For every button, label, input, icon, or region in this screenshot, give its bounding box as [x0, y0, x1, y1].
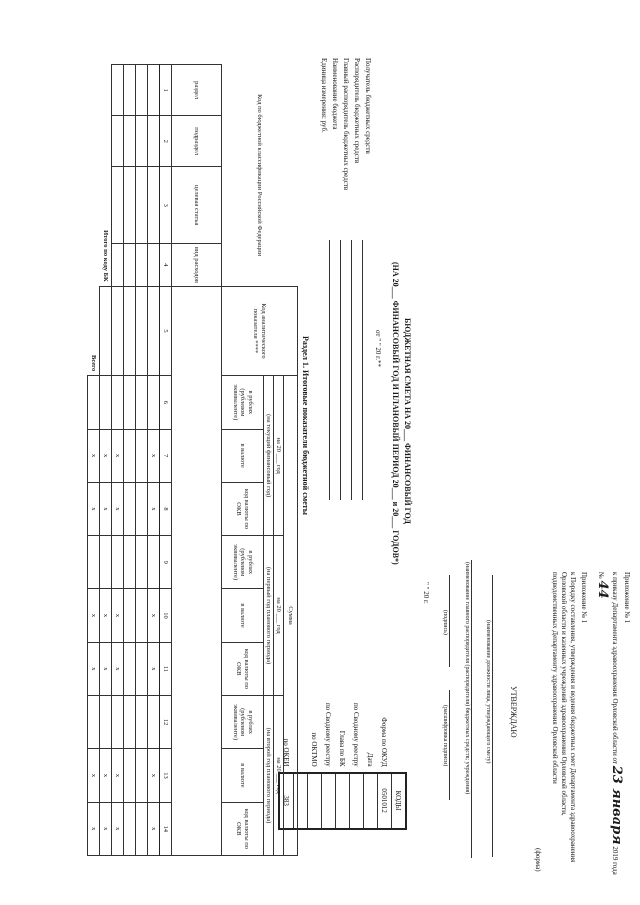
kbk-col-section: раздел [172, 65, 222, 116]
table-cell[interactable] [124, 167, 136, 244]
table-row [148, 65, 160, 856]
table-cell[interactable] [136, 589, 148, 642]
label-budget-name: Наименование бюджета [331, 58, 339, 130]
x-mark: х [112, 749, 124, 802]
period-3-sub: (на второй год планового периода) [264, 696, 274, 856]
table-cell[interactable] [100, 536, 112, 589]
col-rub: в рублях (рублевом эквиваленте) [222, 536, 264, 589]
x-mark: х [148, 589, 160, 642]
x-mark: х [88, 802, 100, 855]
x-mark: х [100, 589, 112, 642]
document-title: БЮДЖЕТНАЯ СМЕТА НА 20___ ФИНАНСОВЫЙ ГОД [403, 318, 412, 524]
position-line [492, 575, 493, 857]
kbk-col-expense-type: вид расходов [172, 244, 222, 287]
col-number: 9 [160, 536, 172, 589]
appendix-2-label: Приложение № 1 [580, 572, 588, 624]
col-number: 4 [160, 244, 172, 287]
table-cell[interactable] [124, 116, 136, 167]
col-currency: в валюте [222, 589, 264, 642]
table-cell[interactable] [100, 696, 112, 749]
table-cell[interactable] [124, 696, 136, 749]
x-mark: х [88, 482, 100, 535]
position-caption: (наименование должности лица, утверждающего смету) [485, 620, 491, 764]
table-cell[interactable] [148, 286, 160, 376]
table-cell[interactable] [88, 376, 100, 429]
x-mark: х [112, 482, 124, 535]
label-recipient: Получатель бюджетных средств [364, 58, 372, 154]
appendix-1-label: Приложение № 1 [623, 572, 631, 624]
codes-label: Глава по БК [338, 730, 347, 767]
col-rub: в рублях (рублевом эквиваленте) [222, 376, 264, 429]
table-cell[interactable] [124, 244, 136, 287]
col-okv: код валюты по ОКВ [222, 642, 264, 695]
col-number: 3 [160, 167, 172, 244]
table-cell[interactable] [88, 696, 100, 749]
appendix-2-text-3: подведомственных Департаменту здравоохранения Орловской области [551, 572, 559, 784]
x-mark: х [148, 802, 160, 855]
codes-header: КОДЫ [392, 773, 407, 829]
total-row [88, 65, 100, 856]
table-cell[interactable] [136, 482, 148, 535]
table-cell[interactable] [136, 802, 148, 855]
sum-group-header: Сумма [284, 376, 298, 856]
section-title: Раздел 1. Итоговые показатели бюджетной сметы [301, 336, 310, 515]
table-cell[interactable] [136, 696, 148, 749]
table-cell[interactable] [148, 116, 160, 167]
col-okv: код валюты по ОКВ [222, 802, 264, 855]
table-cell[interactable] [148, 244, 160, 287]
total-by-code-row [100, 65, 112, 856]
col-number: 14 [160, 802, 172, 855]
x-mark: х [100, 802, 112, 855]
col-number: 12 [160, 696, 172, 749]
table-cell[interactable] [112, 376, 124, 429]
table-cell[interactable] [112, 116, 124, 167]
table-cell[interactable] [124, 589, 136, 642]
label-distributor: Распорядитель бюджетных средств [353, 58, 361, 164]
order-date-handwritten: 23 января [609, 765, 624, 845]
table-cell[interactable] [136, 65, 148, 116]
org-caption: (наименование главного распорядителя (распорядителя) бюджетных средств; учреждения) [464, 562, 470, 795]
x-mark: х [112, 642, 124, 695]
table-row [124, 65, 136, 856]
table-cell[interactable] [112, 536, 124, 589]
name-caption: (расшифровка подписи) [442, 705, 448, 767]
budget-table [87, 64, 298, 856]
approve-date: " " 20 г. [422, 582, 430, 604]
codes-value [350, 773, 364, 829]
label-main-distributor: Главный распорядитель бюджетных средств [342, 58, 350, 191]
x-mark: х [100, 482, 112, 535]
table-cell[interactable] [124, 429, 136, 482]
period-1-header: на 20 ___ год [274, 376, 284, 536]
org-line [471, 560, 472, 858]
col-okv: код валюты по ОКВ [222, 482, 264, 535]
analytic-code-header: Код аналитического показателя **** [222, 286, 298, 376]
table-cell[interactable] [136, 376, 148, 429]
form-label: (форма) [534, 848, 542, 872]
table-cell[interactable] [148, 376, 160, 429]
period-2-header: на 20 ___ год [274, 536, 284, 696]
table-cell[interactable] [124, 286, 136, 376]
col-number: 1 [160, 65, 172, 116]
codes-value [322, 773, 336, 829]
table-cell[interactable] [112, 696, 124, 749]
table-cell[interactable] [136, 116, 148, 167]
period-3-header: на 20 ___ год [274, 696, 284, 856]
table-cell[interactable] [124, 376, 136, 429]
table-cell[interactable] [124, 482, 136, 535]
main-distributor-line [340, 240, 341, 500]
x-mark: х [88, 749, 100, 802]
appendix-2-text-1: к Порядку составления, утверждения и ведения бюджетных смет Департамента здравоохранения [569, 572, 577, 863]
col-number: 13 [160, 749, 172, 802]
document-date: от " " 20 г.** [374, 330, 382, 368]
codes-value: 383 [279, 773, 294, 829]
table-cell[interactable] [136, 286, 148, 376]
table-cell[interactable] [148, 536, 160, 589]
col-number: 6 [160, 376, 172, 429]
codes-value [336, 773, 350, 829]
table-cell[interactable] [112, 286, 124, 376]
table-cell[interactable] [112, 167, 124, 244]
x-mark: х [148, 482, 160, 535]
x-mark: х [88, 589, 100, 642]
x-mark: х [100, 749, 112, 802]
table-cell[interactable] [124, 749, 136, 802]
header-spacer [172, 286, 222, 855]
budget-name-line [329, 240, 330, 500]
x-mark: х [148, 642, 160, 695]
codes-label: Дата [366, 752, 375, 767]
x-mark: х [112, 802, 124, 855]
col-number: 11 [160, 642, 172, 695]
codes-value [364, 773, 378, 829]
order-number-handwritten: 44 [595, 580, 610, 599]
signature-line [449, 575, 450, 667]
table-cell[interactable] [148, 65, 160, 116]
distributor-line [351, 240, 352, 500]
codes-label: по Сводному реестру [324, 703, 333, 767]
table-cell[interactable] [100, 286, 112, 376]
col-number: 5 [160, 286, 172, 376]
table-cell[interactable] [124, 65, 136, 116]
label-unit: Единица измерения: руб. [320, 58, 328, 133]
codes-label: по ОКЕИ [282, 738, 291, 767]
table-cell[interactable] [124, 642, 136, 695]
codes-value [308, 773, 322, 829]
x-mark: х [148, 429, 160, 482]
name-line [449, 690, 450, 800]
order-number: № 44 [595, 572, 610, 599]
col-number: 7 [160, 429, 172, 482]
table-cell[interactable] [136, 536, 148, 589]
table-cell[interactable] [100, 376, 112, 429]
x-mark: х [100, 642, 112, 695]
col-currency: в валюте [222, 749, 264, 802]
col-number: 10 [160, 589, 172, 642]
appendix-2-text-2: Орловской области и казенных учреждений здравоохранения Орловской области, [560, 572, 568, 816]
recipient-line [362, 240, 363, 500]
table-cell[interactable] [124, 802, 136, 855]
table-row [112, 65, 124, 856]
table-cell[interactable] [136, 642, 148, 695]
signature-caption: (подпись) [442, 610, 448, 635]
document-subtitle: (НА 20___ ФИНАНСОВЫЙ ГОД И ПЛАНОВЫЙ ПЕРИОД 20___ и 20___ ГОДОВ*) [391, 262, 400, 565]
x-mark: х [88, 642, 100, 695]
col-currency: в валюте [222, 429, 264, 482]
codes-label: Форма по ОКУД [380, 717, 389, 767]
table-cell[interactable] [148, 167, 160, 244]
total-label: Всего [90, 354, 97, 372]
codes-label: по ОКТМО [310, 732, 319, 767]
table-cell[interactable] [136, 244, 148, 287]
total-by-code-label: Итого по коду БК [102, 230, 109, 282]
approve-title: УТВЕРЖДАЮ [509, 686, 518, 738]
kbk-col-target: целевая статья [172, 167, 222, 244]
x-mark: х [112, 429, 124, 482]
period-2-sub: (на первый год планового периода) [264, 536, 274, 696]
codes-value: 0501012 [378, 773, 392, 829]
table-cell[interactable] [136, 749, 148, 802]
order-line: к приказу Департамента здравоохранения Орловской области от 23 января 2019 года [609, 572, 624, 875]
table-row [136, 65, 148, 856]
table-cell[interactable] [148, 696, 160, 749]
col-rub: в рублях (рублевом эквиваленте) [222, 696, 264, 749]
kbk-group-header: Код по бюджетной классификации Российской Федерации [222, 65, 298, 287]
x-mark: х [88, 429, 100, 482]
codes-label: по Сводному реестру [352, 703, 361, 767]
table-cell[interactable] [112, 65, 124, 116]
x-mark: х [100, 429, 112, 482]
table-cell[interactable] [136, 167, 148, 244]
kbk-col-subsection: подраздел [172, 116, 222, 167]
table-cell[interactable] [136, 429, 148, 482]
table-cell[interactable] [124, 536, 136, 589]
col-number: 2 [160, 116, 172, 167]
x-mark: х [148, 749, 160, 802]
table-cell[interactable] [112, 244, 124, 287]
period-1-sub: (на текущий финансовый год) [264, 376, 274, 536]
col-number: 8 [160, 482, 172, 535]
table-cell[interactable] [88, 536, 100, 589]
x-mark: х [112, 589, 124, 642]
